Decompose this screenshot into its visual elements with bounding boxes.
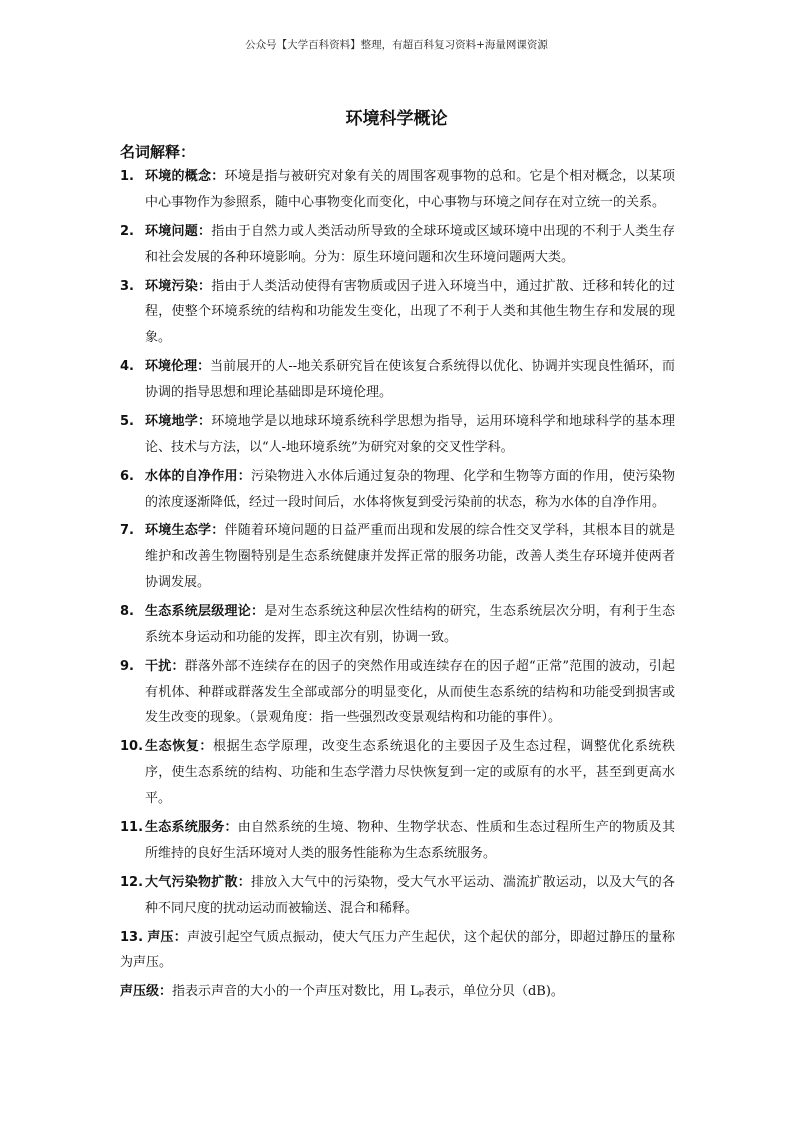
item-number: 1.: [120, 169, 134, 184]
item-term: 干扰：: [145, 658, 185, 674]
item-text: 是对生态系统这种层次性结构的研究，生态系统层次分明，有利于生态系统本身运动和功能的发挥，即主次有别，协调一致。: [145, 604, 675, 645]
list-item: [0, 734, 793, 811]
item-term: 环境地学：: [145, 413, 212, 429]
item-number: 3.: [120, 278, 134, 294]
item-text: 环境地学是以地球环境系统科学思想为指导，运用环境科学和地球科学的基本理论、技术与方法，以“人-地环境系统”为研究对象的交叉性学科。: [145, 413, 675, 455]
list-item: [0, 164, 793, 216]
item-term: 生态系统层级理论：: [145, 604, 265, 620]
item-number: 5.: [120, 413, 134, 429]
item-number: 11.: [120, 820, 144, 835]
item-term: 生态系统服务：: [145, 820, 238, 835]
list-item: [0, 870, 793, 922]
item-text: 指由于人类活动使得有害物质或因子进入环境当中，通过扩散、迁移和转化的过程，使整个环境系统的结构和功能发生变化，出现了不利于人类和其他生物生存和发展的现象。: [145, 278, 675, 346]
item-text: 环境是指与被研究对象有关的周围客观事物的总和。它是个相对概念，以某项中心事物作为参照系，随中心事物变化而变化，中心事物与环境之间存在对立统一的关系。: [145, 169, 675, 210]
item-term: 生态恢复：: [145, 739, 214, 755]
list-item: [0, 925, 793, 977]
item-number: 8.: [120, 604, 134, 620]
list-item: [0, 409, 793, 461]
item-text: 污染物进入水体后通过复杂的物理、化学和生物等方面的作用，使污染物的浓度逐渐降低，经过一段时间后，水体将恢复到受污染前的状态，称为水体的自净作用。: [145, 468, 675, 510]
item-text: 排放入大气中的污染物，受大气水平运动、湍流扩散运动，以及大气的各种不同尺度的扰动运动而被输送、混合和稀释。: [145, 874, 675, 916]
item-number: 7.: [120, 523, 134, 539]
definition-list: [0, 164, 793, 1008]
list-item: [0, 979, 793, 1005]
item-term: 声压级：: [120, 984, 173, 1000]
list-item: [0, 815, 793, 867]
item-term: 环境伦理：: [145, 359, 211, 375]
item-text: 群落外部不连续存在的因子的突然作用或连续存在的因子超“正常”范围的波动，引起有机体、种群或群落发生全部或部分的明显变化，从而使生态系统的结构和功能受到损害或发生改变的现象。（景观角度：指一些强烈改变景观结构和功能的事件）。: [145, 658, 675, 726]
item-text: 指表示声音的大小的一个声压对数比，用 Lₚ表示，单位分贝（dB)。: [172, 984, 564, 1000]
item-number: 6.: [120, 468, 134, 484]
item-term: 水体的自净作用：: [145, 468, 252, 484]
page-header: 公众号【大学百科资料】整理，有超百科复习资料+海量网课资源: [245, 39, 548, 51]
list-item: [0, 219, 793, 271]
item-text: 根据生态学原理，改变生态系统退化的主要因子及生态过程，调整优化系统秩序，使生态系统的结构、功能和生态学潜力尽快恢复到一定的或原有的水平，甚至到更高水平。: [145, 739, 675, 807]
item-term: 环境问题：: [145, 223, 212, 239]
list-item: [0, 599, 793, 651]
item-number: 10.: [120, 739, 144, 755]
item-text: 由自然系统的生境、物种、生物学状态、性质和生态过程所生产的物质及其所维持的良好生活环境对人类的服务性能称为生态系统服务。: [145, 820, 675, 861]
item-text: 当前展开的人--地关系研究旨在使该复合系统得以优化、协调并实现良性循环，而协调的指导思想和理论基础即是环境伦理。: [145, 359, 675, 400]
item-number: 12.: [120, 874, 144, 890]
item-term: 环境的概念：: [145, 169, 225, 184]
item-number: 2.: [120, 223, 134, 239]
section-heading: 名词解释：: [120, 143, 196, 161]
item-term: 环境污染：: [145, 278, 212, 294]
item-number: 13.: [120, 929, 144, 945]
item-text: 指由于自然力或人类活动所导致的全球环境或区域环境中出现的不利于人类生存和社会发展的各种环境影响。分为：原生环境问题和次生环境问题两大类。: [145, 223, 675, 265]
item-text: 伴随着环境问题的日益严重而出现和发展的综合性交叉学科，其根本目的就是维护和改善生物圈特别是生态系统健康并发挥正常的服务功能，改善人类生存环境并使两者协调发展。: [145, 523, 675, 591]
list-item: [0, 274, 793, 351]
item-term: 环境生态学：: [145, 523, 225, 539]
item-text: 声波引起空气质点振动，使大气压力产生起伏，这个起伏的部分，即超过静压的量称为声压。: [120, 929, 675, 971]
list-item: [0, 464, 793, 516]
item-number: 9.: [120, 658, 134, 674]
list-item: [0, 518, 793, 595]
item-number: 4.: [120, 359, 134, 375]
item-term: 大气污染物扩散：: [145, 874, 252, 890]
item-term: 声压：: [147, 929, 187, 945]
page-title: 环境科学概论: [345, 109, 448, 129]
list-item: [0, 654, 793, 731]
list-item: [0, 354, 793, 406]
